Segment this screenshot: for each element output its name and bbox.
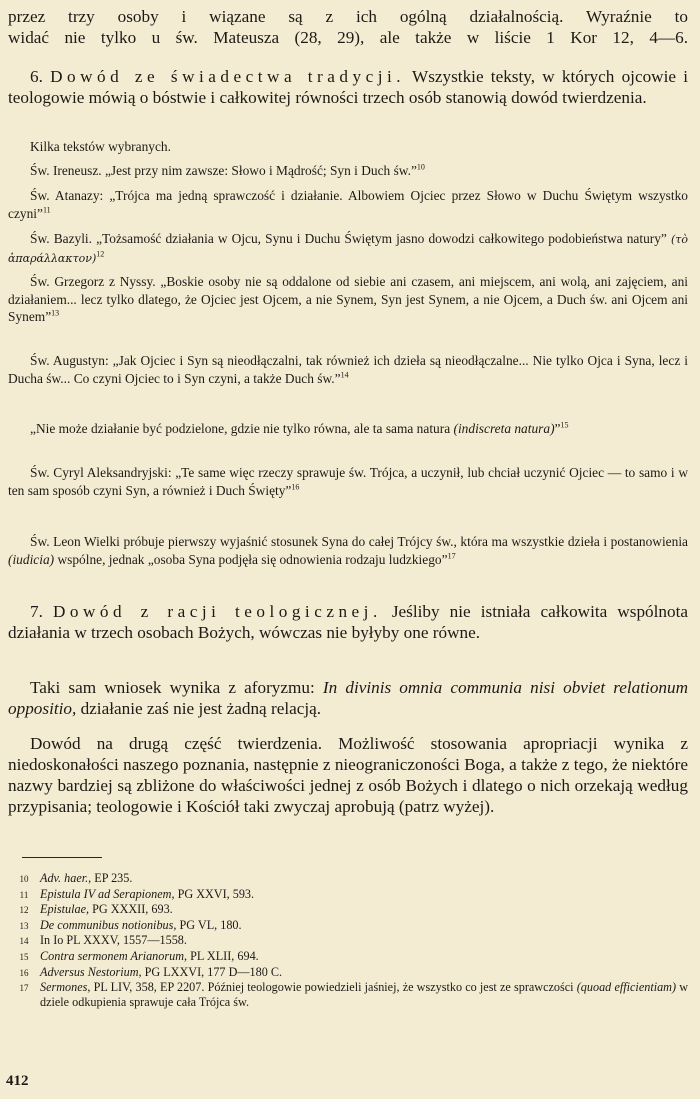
quote-gregory-nyssa: Św. Grzegorz z Nyssy. „Boskie osoby nie są oddalone od siebie ani czasem, ani miejscem, ani wolą, ani zajęciem, ani działaniem... lecz tylko dlatego, że Ojciec jest Ojcem, a nie Synem, Syn jest Synem, a nie Ojcem, a Duch św. ani Ojcem ani Synem”$^{13}$ <box>8 274 688 325</box>
page-number: 412 <box>6 1073 29 1089</box>
section-6-heading: Dowód ze świadectwa tradycji. <box>50 67 406 86</box>
quote-augustine: Św. Augustyn: „Jak Ojciec i Syn są nieodłączalni, tak również ich dzieła są nieodłączalne... Nie tylko Ojca i Syna, lecz i Ducha św... Co czyni Ojciec to i Syn czyni, a także Duch św.”$^{14}$ <box>8 353 688 386</box>
footnote-rule <box>22 857 102 858</box>
quote-cyril: Św. Cyryl Aleksandryjski: „Te same więc rzeczy sprawuje św. Trójca, a uczynił, lub chciał uczynić Ojciec — to samo i w ten sam sposób czyni Syn, a również i Duch Święty”$^{16}$ <box>8 465 688 498</box>
quotes-intro: Kilka tekstów wybranych. <box>30 139 171 154</box>
quote-ireneus: Św. Ireneusz. „Jest przy nim zawsze: Słowo i Mądrość; Syn i Duch św.”$^{10}$ <box>30 162 425 178</box>
footnotes <box>8 871 688 1009</box>
continued-paragraph: przez trzy osoby i wiązane są z ich ogólną działalnością. Wyraźnie to widać nie tylko u św. Mateusza (28, 29), ale także w liście 1 Kor 12, 4—6. <box>8 7 688 47</box>
aphorism-paragraph: Taki sam wniosek wynika z aforyzmu: In divinis omnia communia nisi obviet relationum oppositio, działanie zaś nie jest żadną relacją. <box>8 678 689 718</box>
footnote-11: 11 Epistula IV ad Serapionem, PG XXVI, 593. <box>19 886 255 901</box>
section-7-heading: Dowód z racji teologicznej. <box>52 602 382 621</box>
quote-athanasius: Św. Atanazy: „Trójca ma jedną sprawczość i działanie. Albowiem Ojciec przez Słowo w Duchu Świętym wszystko czyni”$^{11}$ <box>8 188 688 221</box>
quote-indiscreta: „Nie może działanie być podzielone, gdzie nie tylko równa, ale ta sama natura (indiscreta natura)”$^{15}$ <box>30 420 569 436</box>
footnote-15: 15 Contra sermonem Arianorum, PL XLII, 694. <box>19 948 259 963</box>
footnote-13: 13 De communibus notionibus, PG VL, 180. <box>19 917 242 932</box>
section-7: 7. Dowód z racji teologicznej. Jeśliby nie istniała całkowita wspólnota działania w trzech osobach Bożych, wówczas nie byłyby one równe. <box>8 602 688 642</box>
quote-leo: Św. Leon Wielki próbuje pierwszy wyjaśnić stosunek Syna do całej Trójcy św., która ma wszystkie dzieła i postanowienia (iudicia) wspólne, jednak „osoba Syna podjęła się odnowienia rodzaju ludzkiego”$^{17}$ <box>8 534 688 567</box>
section-6: 6. Dowód ze świadectwa tradycji. Wszystkie teksty, w których ojcowie i teologowie mówią o bóstwie i całkowitej równości trzech osób stanowią dowód twierdzenia. <box>8 67 688 107</box>
footnote-17: 17 Sermones, PL LIV, 358, EP 2207. Później teologowie powiedzieli jaśniej, że wszystko co jest ze sprawczości (quoad efficientiam) w dziele odkupienia sprawuje cała Trójca św. <box>19 980 689 1009</box>
footnote-16: 16 Adversus Nestorium, PG LXXVI, 177 D—180 C. <box>19 964 283 979</box>
footnote-10: 10 Adv. haer., EP 235. <box>19 871 133 885</box>
footnote-12: 12 Epistulae, PG XXXII, 693. <box>19 902 173 917</box>
footnote-14: 14 In Io PL XXXV, 1557—1558. <box>19 933 187 948</box>
appropriation-paragraph: Dowód na drugą część twierdzenia. Możliwość stosowania apropriacji wynika z niedoskonałości naszego poznania, następnie z nieograniczoności Boga, a także z tego, że niektóre nazwy bardziej są zbliżone do właściwości jednej z osób Bożych i dlatego o nich orzekają według przypisania; teologowie i Kościół taki zwyczaj aprobują (patrz wyżej). <box>8 734 688 816</box>
quote-basil: Św. Bazyli. „Tożsamość działania w Ojcu, Synu i Duchu Świętym jasno dowodzi całkowitego podobieństwa natury” (τὸ ἀπαράλλακτον)$^{12}$ <box>8 231 688 265</box>
